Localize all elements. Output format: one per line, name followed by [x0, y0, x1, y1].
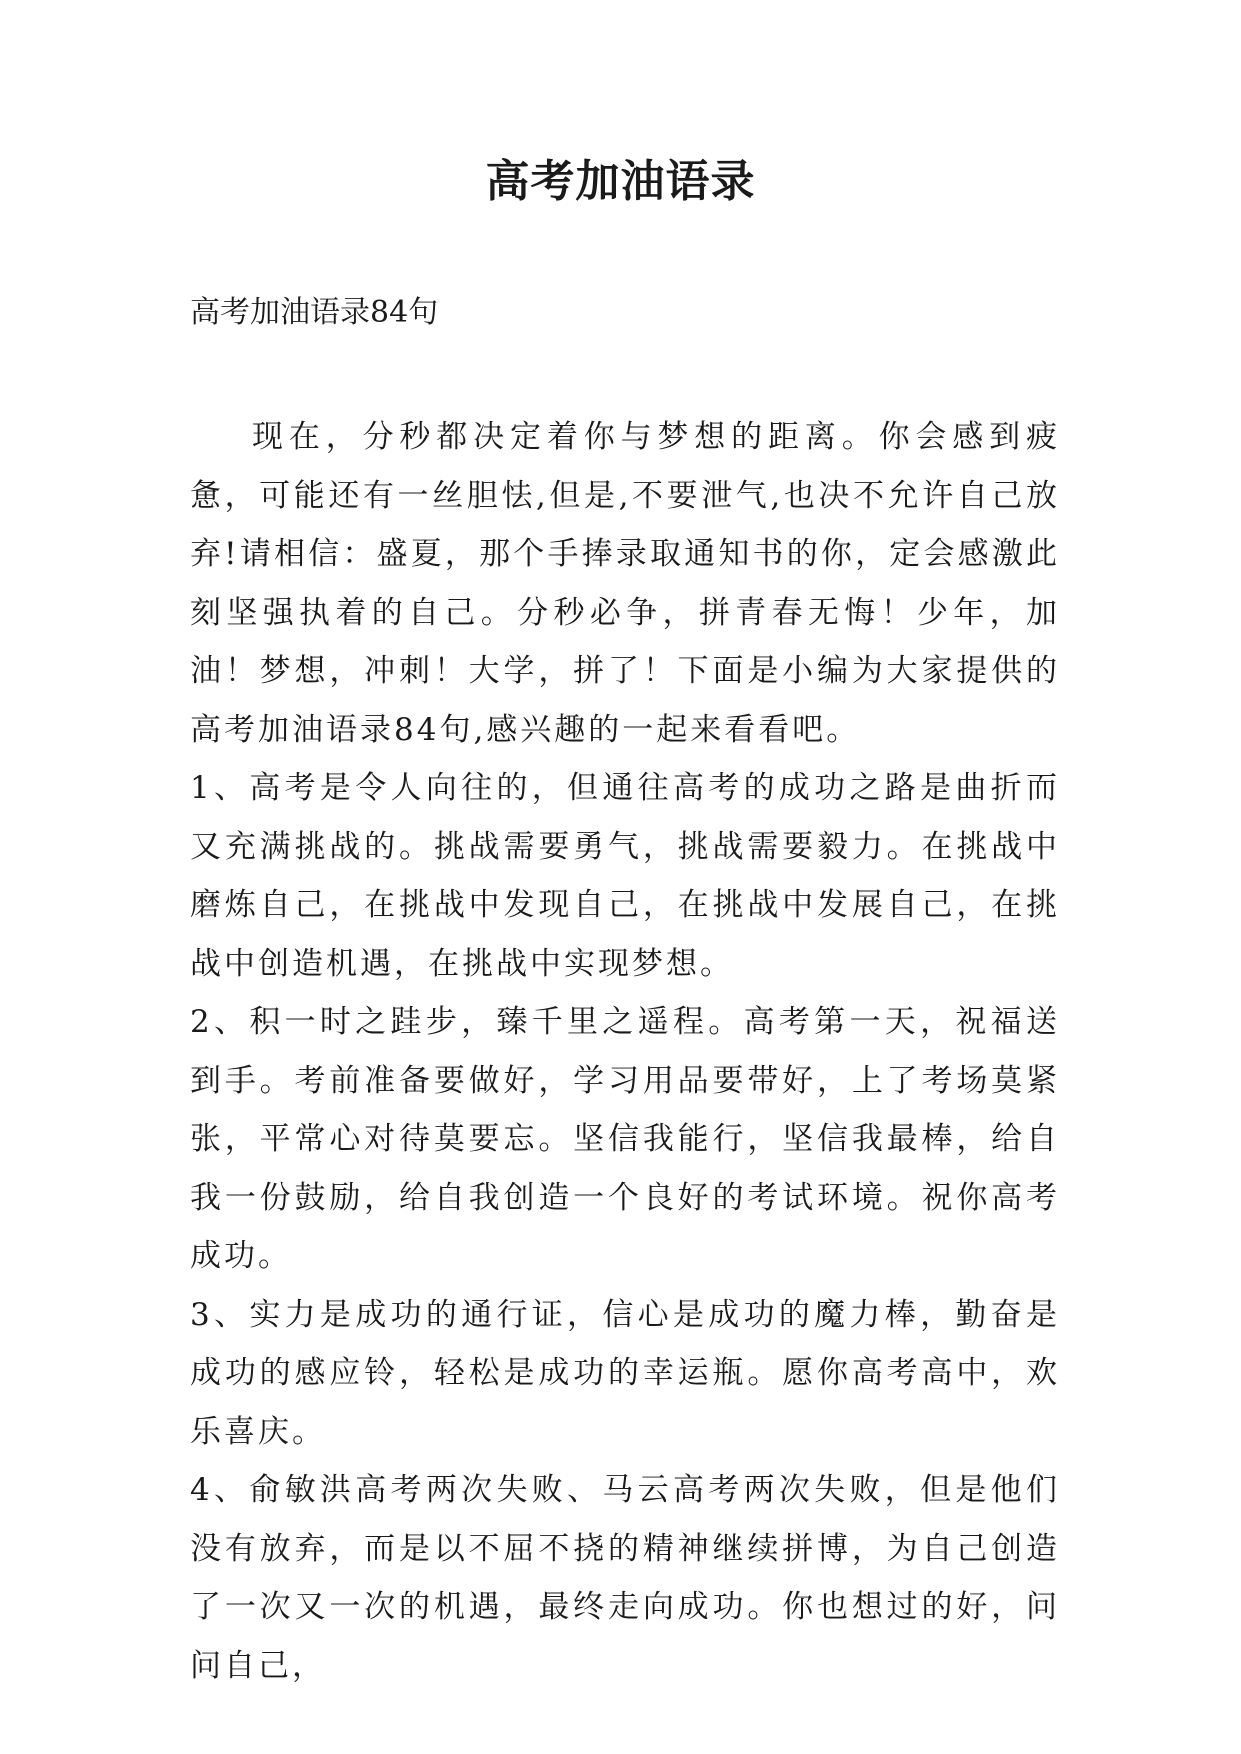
document-subtitle: 高考加油语录84句	[190, 295, 439, 330]
document-title: 高考加油语录	[485, 156, 756, 207]
quote-item: 1、高考是令人向往的，但通往高考的成功之路是曲折而又充满挑战的。挑战需要勇气，挑战需要毅力。在挑战中磨炼自己，在挑战中发现自己，在挑战中发展自己，在挑战中创造机遇，在挑战中实现梦想。	[190, 770, 1060, 982]
intro-paragraph: 现在，分秒都决定着你与梦想的距离。你会感到疲惫，可能还有一丝胆怯,但是,不要泄气,也决不允许自己放弃!请相信：盛夏，那个手捧录取通知书的你，定会感激此刻坚强执着的自己。分秒必争，拼青春无悔！少年，加油！梦想，冲刺！大学，拼了！下面是小编为大家提供的高考加油语录84句,感兴趣的一起来看看吧。	[190, 419, 1060, 748]
quote-item: 3、实力是成功的通行证，信心是成功的魔力棒，勤奋是成功的感应铃，轻松是成功的幸运瓶。愿你高考高中，欢乐喜庆。	[190, 1296, 1060, 1450]
quote-item: 2、积一时之跬步，臻千里之遥程。高考第一天，祝福送到手。考前准备要做好，学习用品要带好，上了考场莫紧张，平常心对待莫要忘。坚信我能行，坚信我最棒，给自我一份鼓励，给自我创造一个良好的考试环境。祝你高考成功。	[190, 1004, 1060, 1274]
document-body	[190, 408, 1060, 1695]
quote-item: 4、俞敏洪高考两次失败、马云高考两次失败，但是他们没有放弃，而是以不屈不挠的精神继续拼博，为自己创造了一次又一次的机遇，最终走向成功。你也想过的好，问问自己，	[190, 1472, 1060, 1684]
